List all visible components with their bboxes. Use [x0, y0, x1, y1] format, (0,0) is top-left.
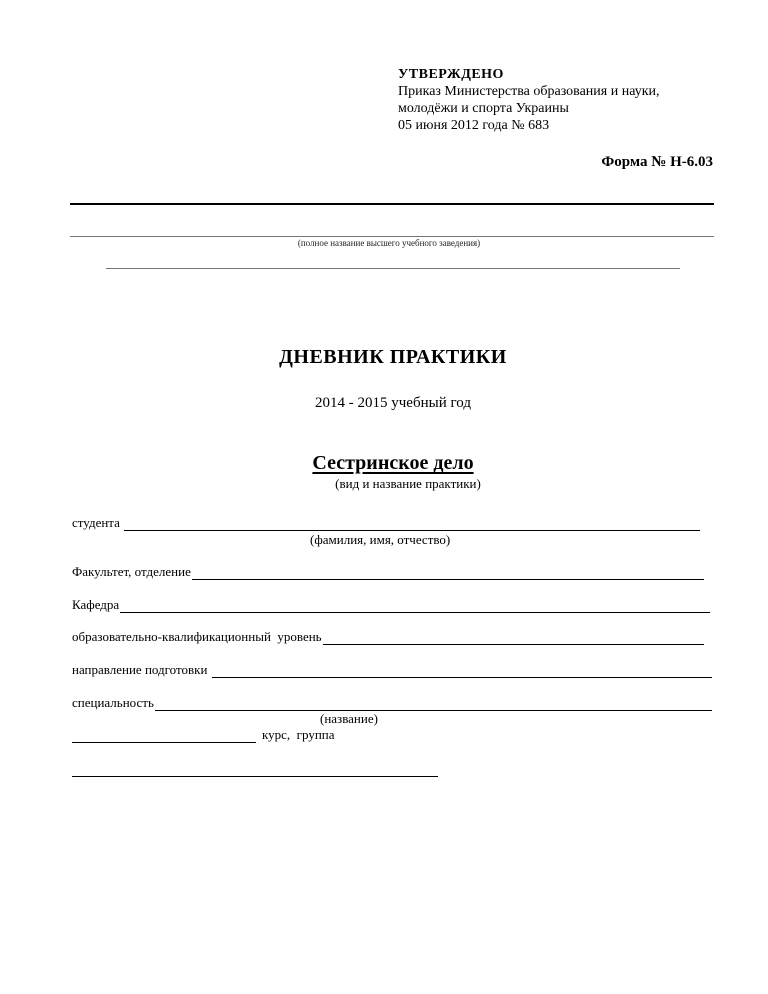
level-label: образовательно-квалификационный уровень: [72, 629, 322, 644]
student-label: студента: [72, 515, 120, 530]
form-number: Форма № Н-6.03: [601, 154, 713, 170]
practice-name: [0, 452, 768, 475]
specialty-field: [72, 695, 712, 711]
direction-input-line[interactable]: [212, 665, 712, 678]
institution-line-thick: [70, 203, 714, 205]
course-input-line[interactable]: [72, 730, 256, 743]
direction-field: [72, 662, 712, 678]
approval-line-3: 05 июня 2012 года № 683: [398, 118, 550, 133]
institution-caption: (полное название высшего учебного заведения): [297, 238, 481, 248]
approval-block: [398, 66, 660, 134]
signature-input-line[interactable]: [72, 764, 438, 777]
page-title: ДНЕВНИК ПРАКТИКИ: [279, 346, 507, 368]
department-input-line[interactable]: [120, 600, 710, 613]
specialty-input-line[interactable]: [155, 698, 712, 711]
approval-line-2: молодёжи и спорта Украины: [398, 101, 569, 116]
academic-year: 2014 - 2015 учебный год: [315, 395, 471, 411]
institution-line-thin: [70, 236, 714, 237]
practice-name-text: Сестринское дело: [312, 452, 474, 474]
course-group-field: [72, 727, 362, 743]
student-input-line[interactable]: [124, 518, 700, 531]
student-caption: (фамилия, имя, отчество): [310, 532, 451, 547]
institution-line-second: [106, 268, 680, 269]
course-group-label: курс, группа: [262, 727, 335, 742]
faculty-label: Факультет, отделение: [72, 564, 191, 579]
department-label: Кафедра: [72, 597, 120, 612]
faculty-field: [72, 564, 704, 580]
department-field: [72, 597, 710, 613]
level-input-line[interactable]: [323, 632, 704, 645]
level-field: [72, 629, 704, 645]
direction-label: направление подготовки: [72, 662, 208, 677]
signature-field: [72, 761, 438, 777]
practice-caption: (вид и название практики): [335, 476, 481, 491]
approval-heading: УТВЕРЖДЕНО: [398, 67, 504, 82]
approval-line-1: Приказ Министерства образования и науки,: [398, 84, 660, 99]
student-field: [72, 515, 700, 531]
specialty-caption: (название): [320, 711, 378, 726]
faculty-input-line[interactable]: [192, 567, 704, 580]
specialty-label: специальность: [72, 695, 154, 710]
